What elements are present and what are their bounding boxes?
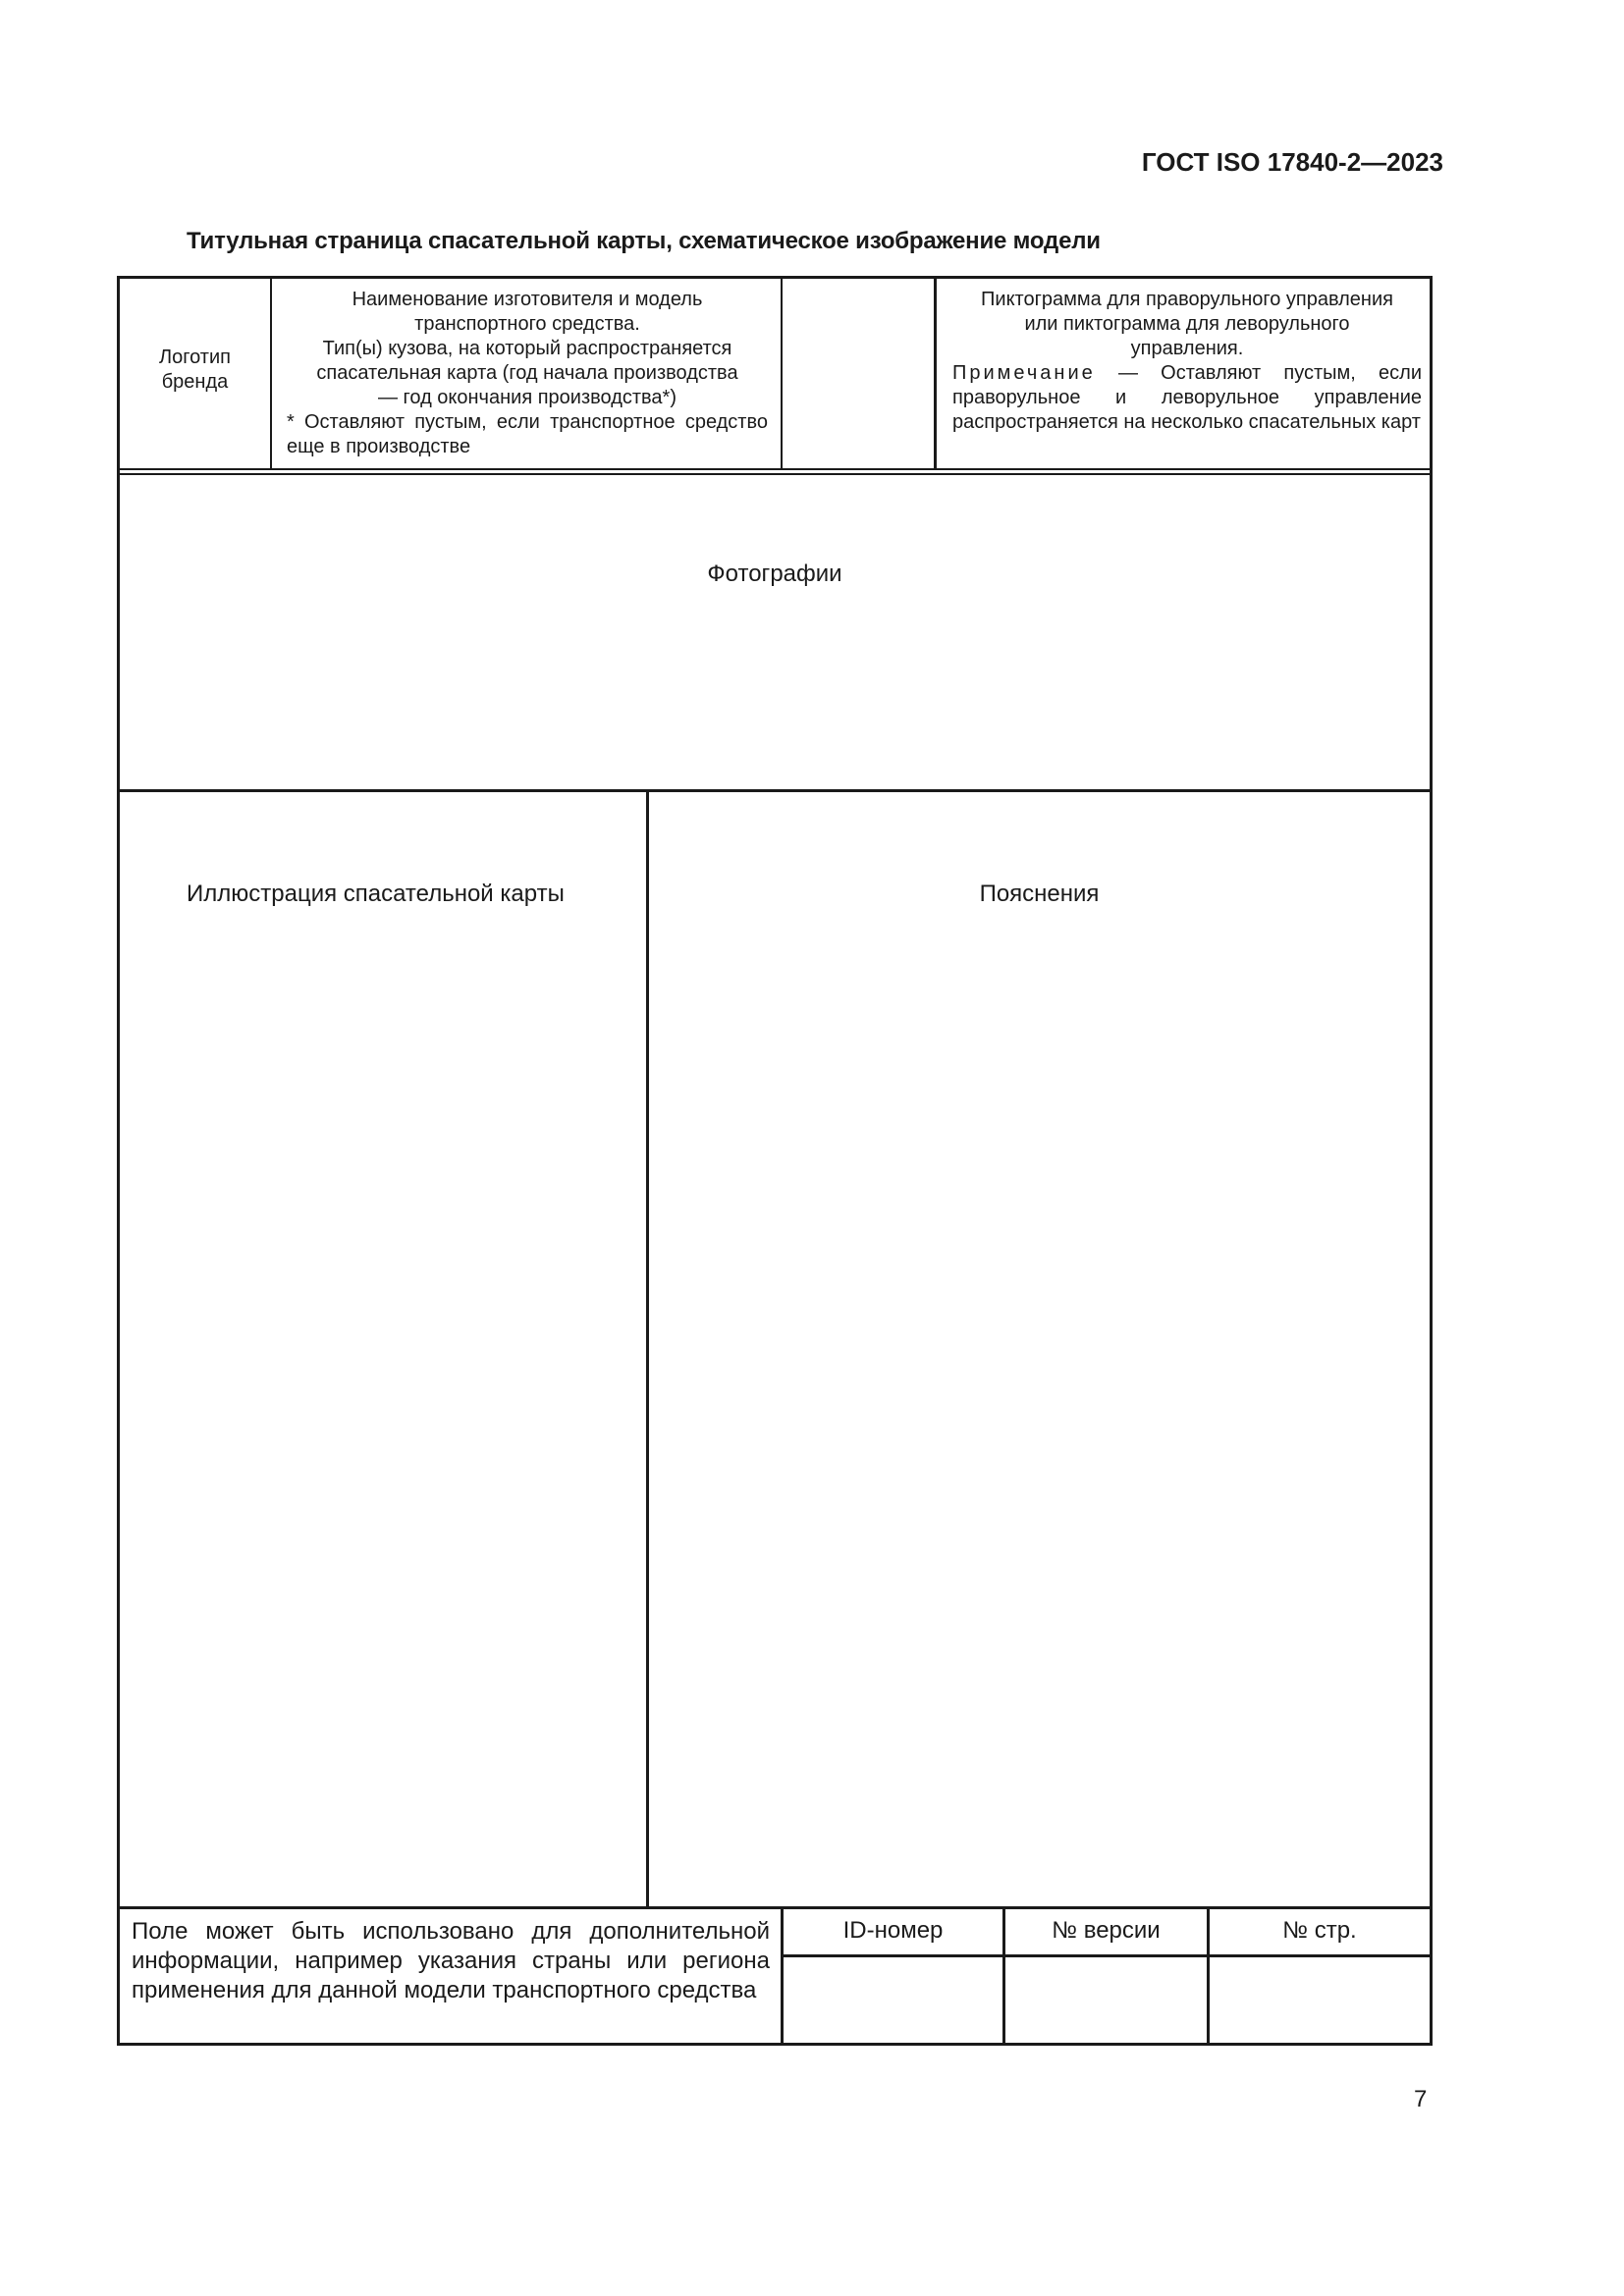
note-text: — Оставляют пустым, если праворульное и леворульное управление распространяется на несколько спасательных карт bbox=[952, 362, 1422, 433]
pictogram-cell-line: Пиктограмма для праворульного управления bbox=[981, 289, 1393, 310]
id-number-value bbox=[784, 1957, 1002, 2043]
header-row-divider bbox=[117, 468, 1433, 470]
photos-row-divider bbox=[117, 789, 1433, 792]
table-border-left bbox=[117, 276, 120, 2046]
footer-row-divider bbox=[117, 1906, 1433, 1909]
id-number-header: ID-номер bbox=[842, 1917, 944, 1944]
empty-header-cell bbox=[783, 279, 934, 468]
version-number-value bbox=[1005, 1957, 1207, 2043]
model-cell-footnote: * Оставляют пустым, если транспортное средство еще в производстве bbox=[287, 411, 768, 457]
illustration-area-label: Иллюстрация спасательной карты bbox=[187, 881, 565, 907]
page-number-value bbox=[1210, 1957, 1430, 2043]
note-label: Примечание bbox=[952, 362, 1096, 384]
photos-area-label: Фотографии bbox=[707, 561, 842, 587]
header-row-divider-double bbox=[117, 473, 1433, 475]
header-col-divider-3 bbox=[934, 276, 937, 470]
version-number-header: № версии bbox=[1052, 1917, 1161, 1944]
model-cell-line: Тип(ы) кузова, на который распространяется bbox=[322, 338, 732, 359]
model-cell-line: — год окончания производства*) bbox=[377, 387, 677, 408]
additional-info-cell: Поле может быть использовано для дополнительной информации, например указания страны или региона применения для данной модели транспортного средства bbox=[132, 1918, 770, 2003]
brand-logo-label-line1: Логотип bbox=[159, 347, 231, 368]
pictogram-note bbox=[952, 361, 1422, 435]
document-id: ГОСТ ISO 17840-2—2023 bbox=[1141, 147, 1443, 177]
explanations-area-label: Пояснения bbox=[979, 881, 1100, 907]
header-col-divider-1 bbox=[270, 276, 272, 470]
table-border-top bbox=[117, 276, 1433, 279]
illustration-divider bbox=[646, 789, 649, 1908]
model-cell-line: спасательная карта (год начала производства bbox=[316, 362, 738, 384]
brand-logo-cell bbox=[120, 346, 270, 395]
pictogram-cell-line: или пиктограмма для леворульного bbox=[1024, 313, 1350, 335]
model-name-cell bbox=[287, 288, 768, 459]
table-border-right bbox=[1430, 276, 1433, 2046]
page-number: 7 bbox=[1414, 2086, 1428, 2112]
page-number-header: № стр. bbox=[1282, 1917, 1357, 1944]
figure-caption: Титульная страница спасательной карты, схематическое изображение модели bbox=[187, 228, 1101, 254]
model-cell-line: транспортного средства. bbox=[414, 313, 640, 335]
table-border-bottom bbox=[117, 2043, 1433, 2046]
brand-logo-label-line2: бренда bbox=[161, 371, 229, 393]
model-cell-line: Наименование изготовителя и модель bbox=[352, 289, 703, 310]
pictogram-cell-line: управления. bbox=[1130, 338, 1244, 359]
pictogram-cell bbox=[952, 288, 1422, 435]
